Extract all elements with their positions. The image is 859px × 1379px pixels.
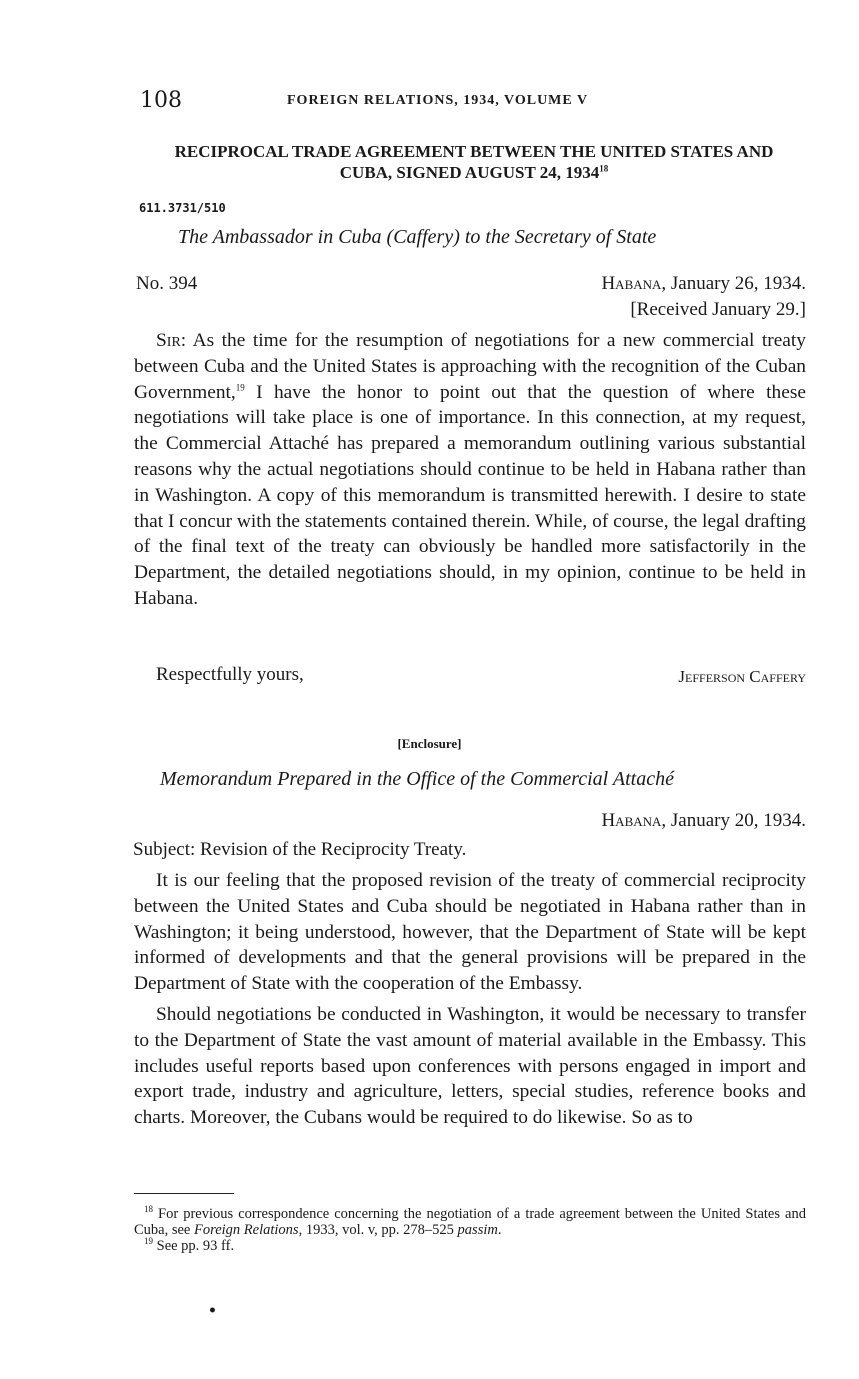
memo-paragraph-2: Should negotiations be conducted in Washington, it would be necessary to transfer to the Department of State the vast amount of material available in the Embassy. This includes useful reports based upon conferences with persons engaged in import and export trade, industry and agriculture, letters, special studies, reference books and charts. Moreover, the Cubans would be required to do likewise. So as to	[134, 1003, 806, 1129]
running-head	[140, 88, 810, 118]
enclosure-label: [Enclosure]	[397, 736, 462, 751]
footnote-marker: 18	[144, 1204, 153, 1215]
letter-header-row	[136, 273, 806, 297]
file-number: 611.3731/510	[139, 201, 226, 215]
memo-dateline	[601, 810, 806, 832]
footnote-19	[134, 1238, 806, 1254]
section-heading-line2: CUBA, SIGNED AUGUST 24, 1934	[339, 163, 600, 182]
running-title: FOREIGN RELATIONS, 1934, VOLUME V	[287, 93, 589, 108]
footnote-ref-19: 19	[235, 382, 245, 393]
footnote-ref-18: 18	[599, 163, 609, 174]
footnote-18	[134, 1206, 806, 1238]
document-heading: The Ambassador in Cuba (Caffery) to the Secretary of State	[178, 226, 657, 248]
section-heading-line1: RECIPROCAL TRADE AGREEMENT BETWEEN THE UNITED STATES AND	[174, 142, 774, 161]
memo-paragraph-1: It is our feeling that the proposed revision of the treaty of commercial reciprocity between the United States and Cuba should be negotiated in Habana rather than in Washington; it being understood, however, that the Department of State will be kept informed of developments and that the general provisions will be prepared in the Department of State with the cooperation of the Embassy.	[134, 870, 806, 995]
memo-place: Habana	[601, 810, 662, 831]
letter-signature: Jefferson Caffery	[678, 667, 806, 686]
letter-paragraph	[134, 328, 806, 612]
memo-dateline-row	[136, 810, 806, 834]
closing-row	[156, 664, 806, 690]
letter-body-part1: : As the time for the resumption of negotiations for a new commercial treaty between Cuba and the United States is approaching with the recognition of the Cuban Government,	[134, 330, 806, 403]
footnote-text: , 1933, vol. v, pp. 278–525	[298, 1222, 458, 1238]
footnote-emphasis: passim	[457, 1222, 498, 1238]
memo-heading: Memorandum Prepared in the Office of the Commercial Attaché	[160, 768, 674, 790]
footnote-rule	[134, 1193, 234, 1194]
letter-body	[134, 328, 806, 612]
page-number: 108	[140, 88, 182, 113]
letter-closing: Respectfully yours,	[156, 664, 304, 685]
section-heading-line2-wrap	[136, 162, 812, 183]
letter-received: [Received January 29.]	[630, 299, 806, 320]
footnote-text: For previous correspondence concerning the negotiation of a trade agreement between the United States and Cuba, see	[134, 1206, 806, 1238]
letter-place: Habana	[601, 273, 662, 294]
footnote-title: Foreign Relations	[194, 1222, 299, 1238]
salutation: Sir	[156, 330, 181, 351]
letter-body-part2: I have the honor to point out that the question of where these negotiations will take place is one of importance. In this connection, at my request, the Commercial Attaché has prepared a memorandum outlining various substantial reasons why the actual negotiations should continue to be held in Habana rather than in Washington. A copy of this memorandum is transmitted herewith. I desire to state that I concur with the statements contained therein. While, of course, the legal drafting of the final text of the treaty can obviously be handled more satisfactorily in the Department, the detailed negotiations should, in my opinion, continue to be held in Habana.	[134, 381, 806, 609]
letter-date: , January 26, 1934.	[661, 273, 806, 294]
received-row	[136, 299, 806, 323]
memo-subject: Subject: Revision of the Reciprocity Treaty.	[133, 839, 467, 860]
section-heading	[136, 141, 812, 183]
memo-date: , January 20, 1934.	[661, 810, 806, 831]
memo-body	[134, 868, 806, 1131]
footnote-text: .	[497, 1222, 502, 1238]
letter-number: No. 394	[136, 273, 198, 294]
footnotes	[134, 1206, 806, 1254]
footnote-text: See pp. 93 ff.	[153, 1238, 235, 1254]
stray-mark: •	[208, 1303, 217, 1319]
footnote-marker: 19	[144, 1236, 153, 1247]
letter-dateline	[601, 273, 806, 295]
